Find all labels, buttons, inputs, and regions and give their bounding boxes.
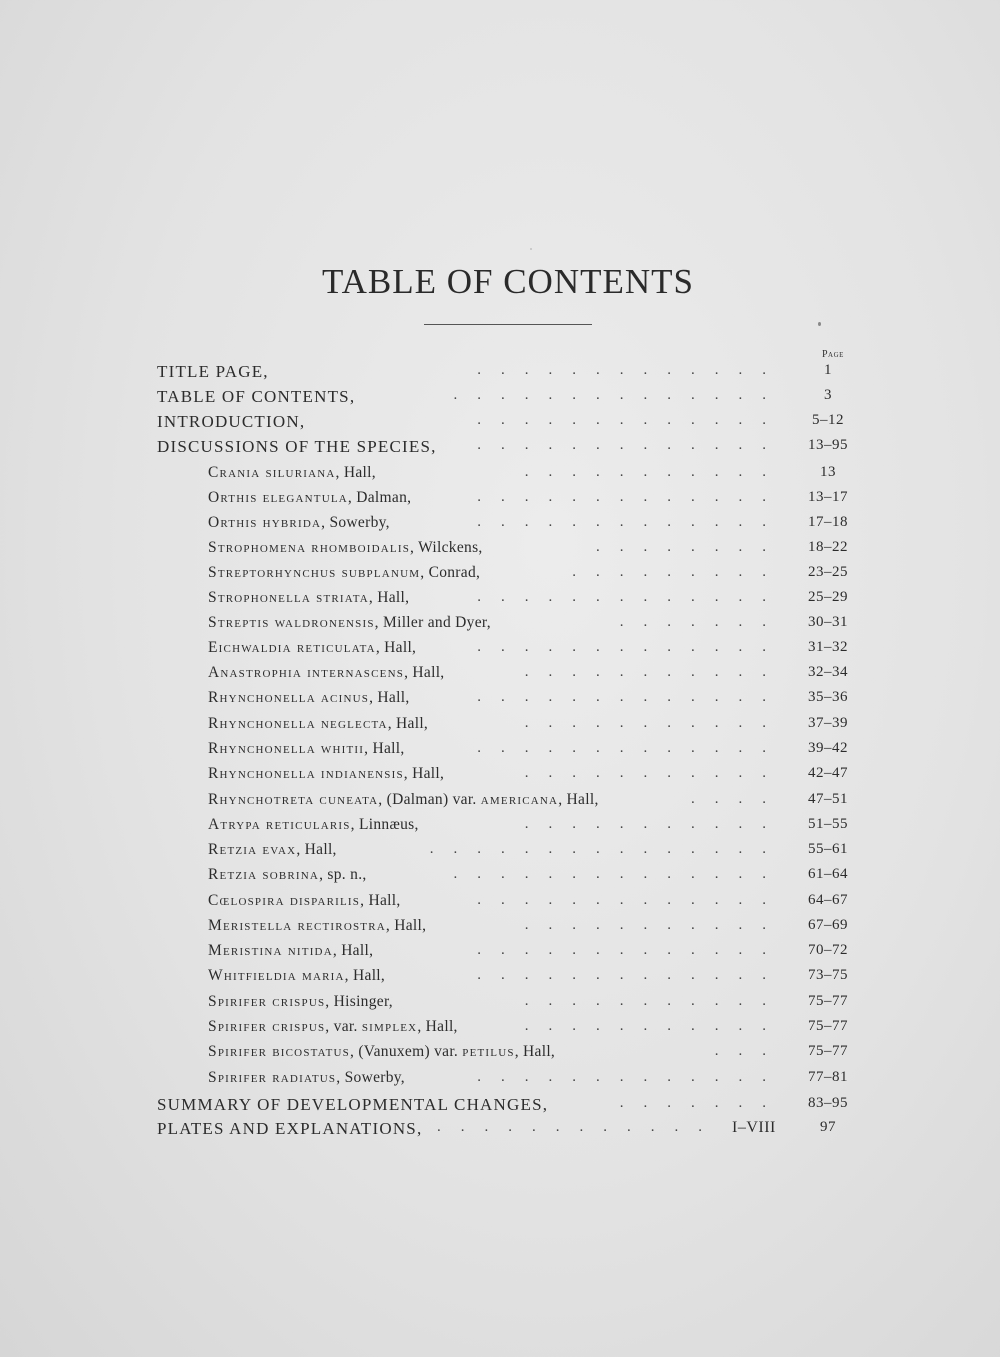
leader-dots: ........... [524, 765, 786, 781]
page-number: 61–64 [808, 866, 848, 882]
author-text: , Wilckens, [410, 539, 483, 556]
toc-entry-title [208, 464, 376, 482]
toc-entry [0, 639, 1000, 663]
variety-name: petilus [462, 1043, 515, 1060]
page-number: 13–95 [808, 437, 848, 453]
page-number: 30–31 [808, 614, 848, 630]
leader-dots: ............. [477, 639, 786, 655]
author-text: , Hall, [296, 841, 337, 858]
toc-entry [0, 437, 1000, 461]
toc-entry-title: SUMMARY OF DEVELOPMENTAL CHANGES, [157, 1095, 549, 1114]
leader-dots: ....... [619, 1095, 786, 1111]
genus-name: Atrypa reticularis [208, 816, 351, 833]
author-text: , Linnæus, [350, 816, 419, 833]
leader-dots: ............. [477, 489, 786, 505]
toc-entry-title [208, 816, 419, 834]
toc-entry [0, 412, 1000, 436]
toc-entry-title [208, 942, 373, 960]
author-text: , Hall, [558, 791, 599, 808]
leader-dots: ............. [477, 1069, 786, 1085]
page-number: 35–36 [808, 689, 848, 705]
toc-entry [0, 614, 1000, 638]
author-text: , (Vanuxem) var. [350, 1043, 463, 1060]
toc-entry [0, 564, 1000, 588]
genus-name: Whitfieldia maria [208, 967, 345, 984]
toc-entry-title [208, 589, 409, 607]
toc-entry [0, 715, 1000, 739]
author-text: , Hall, [364, 740, 405, 757]
toc-entry [0, 589, 1000, 613]
page-number: 73–75 [808, 967, 848, 983]
toc-entry-title [208, 664, 444, 682]
genus-name: Anastrophia internascens [208, 664, 405, 681]
author-text: , Hall, [514, 1043, 556, 1060]
toc-entry [0, 892, 1000, 916]
page-number: 18–22 [808, 539, 848, 555]
leader-dots: ........... [524, 816, 786, 832]
toc-entry-title [208, 1018, 458, 1036]
speck [530, 248, 532, 250]
toc-entry [0, 942, 1000, 966]
author-text: , Hall, [332, 942, 374, 959]
toc-entry-title [208, 967, 385, 985]
toc-entry [0, 740, 1000, 764]
page-number: 70–72 [808, 942, 848, 958]
leader-dots: ... [714, 1043, 786, 1059]
page-number: 17–18 [808, 514, 848, 530]
toc-entry-title [208, 1069, 405, 1087]
genus-name: Eichwaldia reticulata [208, 639, 376, 656]
author-text: , sp. n., [319, 866, 367, 883]
toc-entry [0, 362, 1000, 386]
genus-name: Retzia sobrina [208, 866, 320, 883]
author-text: , (Dalman) var. [378, 791, 481, 808]
page-title: TABLE OF CONTENTS [322, 262, 694, 301]
toc-entry [0, 993, 1000, 1017]
page-number: 37–39 [808, 715, 848, 731]
page-number: 39–42 [808, 740, 848, 756]
author-text: , Conrad, [420, 564, 481, 581]
toc-entry-title [208, 993, 393, 1011]
leader-dots: ............. [477, 412, 786, 428]
author-text: , Miller and Dyer, [374, 614, 491, 631]
page-number: 31–32 [808, 639, 848, 655]
toc-entry [0, 967, 1000, 991]
toc-entry-title [208, 740, 405, 758]
leader-dots: ........... [524, 993, 786, 1009]
author-text: , Hall, [375, 639, 417, 656]
genus-name: Orthis hybrida [208, 514, 322, 531]
toc-entry [0, 765, 1000, 789]
plates-range: I–VIII [732, 1119, 776, 1136]
page-number: 75–77 [808, 1018, 848, 1034]
page-number: 25–29 [808, 589, 848, 605]
toc-entry-title [208, 841, 337, 859]
toc-entry [0, 1043, 1000, 1067]
toc-entry [0, 816, 1000, 840]
toc-entry-title: TABLE OF CONTENTS, [157, 387, 356, 406]
speck [818, 322, 821, 326]
genus-name: Spirifer crispus [208, 993, 326, 1010]
leader-dots: ............. [477, 967, 786, 983]
author-text: , Hall, [368, 589, 410, 606]
leader-dots: .............. [453, 866, 786, 882]
toc-entry-title [208, 715, 428, 733]
genus-name: Rhynchonella neglecta [208, 715, 388, 732]
toc-entry-title [208, 765, 444, 783]
toc-entry-title [208, 614, 491, 632]
leader-dots: ............. [477, 437, 786, 453]
variety-name: simplex [361, 1018, 418, 1035]
toc-entry-title [208, 917, 426, 935]
toc-entry [0, 841, 1000, 865]
author-text: , Hall, [403, 765, 445, 782]
page-number: 51–55 [808, 816, 848, 832]
toc-entry [0, 664, 1000, 688]
toc-entry-title: PLATES AND EXPLANATIONS, [157, 1119, 423, 1138]
author-text: , Sowerby, [321, 514, 390, 531]
toc-entry-title [208, 791, 599, 809]
page-number: 42–47 [808, 765, 848, 781]
page-number: 75–77 [808, 1043, 848, 1059]
author-text: , Hall, [387, 715, 429, 732]
genus-name: Strophonella striata [208, 589, 369, 606]
page-number: 5–12 [812, 412, 844, 428]
genus-name: Spirifer radiatus [208, 1069, 337, 1086]
page-number: 1 [824, 362, 832, 378]
page-number: 97 [820, 1119, 836, 1135]
leader-dots: ........... [524, 664, 786, 680]
toc-entry [0, 1018, 1000, 1042]
genus-name: Rhynchotreta cuneata [208, 791, 379, 808]
genus-name: Rhynchonella acinus [208, 689, 370, 706]
leader-dots: ........... [524, 1018, 786, 1034]
genus-name: Orthis elegantula [208, 489, 348, 506]
page-number: 13–17 [808, 489, 848, 505]
genus-name: Rhynchonella indianensis [208, 765, 404, 782]
author-text: , Hall, [344, 967, 386, 984]
leader-dots: ............. [477, 892, 786, 908]
leader-dots: ........... [524, 917, 786, 933]
genus-name: Meristella rectirostra [208, 917, 386, 934]
genus-name: Streptis waldronensis [208, 614, 375, 631]
genus-name: Strophomena rhomboidalis [208, 539, 411, 556]
toc-entry [0, 866, 1000, 890]
toc-entry-title [208, 892, 401, 910]
genus-name: Rhynchonella whitii [208, 740, 365, 757]
title-rule [424, 324, 592, 325]
author-text: , Hall, [369, 689, 410, 706]
page-number: 47–51 [808, 791, 848, 807]
leader-dots: ............. [477, 942, 786, 958]
author-text: , var. [325, 1018, 362, 1035]
leader-dots: ........ [596, 539, 786, 555]
page-number: 3 [824, 387, 832, 403]
genus-name: Spirifer bicostatus [208, 1043, 350, 1060]
toc-entry [0, 1095, 1000, 1119]
author-text: , Sowerby, [336, 1069, 405, 1086]
genus-name: Crania siluriana [208, 464, 336, 481]
page-number: 32–34 [808, 664, 848, 680]
genus-name: Streptorhynchus subplanum [208, 564, 421, 581]
toc-entry [0, 917, 1000, 941]
leader-dots: ....... [619, 614, 786, 630]
toc-entry [0, 489, 1000, 513]
leader-dots: ............. [477, 589, 786, 605]
leader-dots: ............. [477, 740, 786, 756]
toc-entry-title [208, 689, 410, 707]
toc-entry-title [208, 489, 411, 507]
toc-entry-title [208, 564, 480, 582]
leader-dots: ......... [572, 564, 786, 580]
toc-entry [0, 387, 1000, 411]
leader-dots: ............... [429, 841, 786, 857]
toc-entry-title [208, 1043, 555, 1061]
page-number: 13 [820, 464, 836, 480]
page-number: 83–95 [808, 1095, 848, 1111]
toc-entry-title: DISCUSSIONS OF THE SPECIES, [157, 437, 437, 456]
author-text: , Hisinger, [325, 993, 393, 1010]
toc-entry [0, 1069, 1000, 1093]
author-text: , Hall, [335, 464, 376, 481]
toc-entry-title [208, 866, 367, 884]
leader-dots: ............. [477, 362, 786, 378]
author-text: , Hall, [404, 664, 445, 681]
genus-name: Cœlospira disparilis [208, 892, 361, 909]
toc-entry-title: TITLE PAGE, [157, 362, 269, 381]
variety-name: americana [480, 791, 559, 808]
toc-entry [0, 514, 1000, 538]
toc-entry-title [208, 514, 390, 532]
page-number: 75–77 [808, 993, 848, 1009]
toc-entry [0, 464, 1000, 488]
page-number: 64–67 [808, 892, 848, 908]
author-text: , Hall, [417, 1018, 458, 1035]
genus-name: Spirifer crispus [208, 1018, 326, 1035]
toc-entry-title: INTRODUCTION, [157, 412, 306, 431]
page-column-header: Page [822, 349, 844, 360]
leader-dots: ............. [477, 514, 786, 530]
author-text: , Dalman, [347, 489, 412, 506]
leader-dots: .... [691, 791, 786, 807]
leader-dots: ............. [477, 689, 786, 705]
author-text: , Hall, [385, 917, 427, 934]
page-number: 23–25 [808, 564, 848, 580]
leader-dots: ........... [524, 464, 786, 480]
genus-name: Meristina nitida [208, 942, 333, 959]
page-number: 77–81 [808, 1069, 848, 1085]
page-number: 55–61 [808, 841, 848, 857]
genus-name: Retzia evax [208, 841, 297, 858]
toc-entry-title [208, 639, 416, 657]
author-text: , Hall, [360, 892, 401, 909]
page-number: 67–69 [808, 917, 848, 933]
toc-entry [0, 539, 1000, 563]
toc-entry [0, 689, 1000, 713]
toc-entry-title [208, 539, 483, 557]
leader-dots: ............ [437, 1119, 722, 1135]
leader-dots: ........... [524, 715, 786, 731]
toc-entry [0, 1119, 1000, 1143]
toc-entry [0, 791, 1000, 815]
leader-dots: .............. [453, 387, 786, 403]
